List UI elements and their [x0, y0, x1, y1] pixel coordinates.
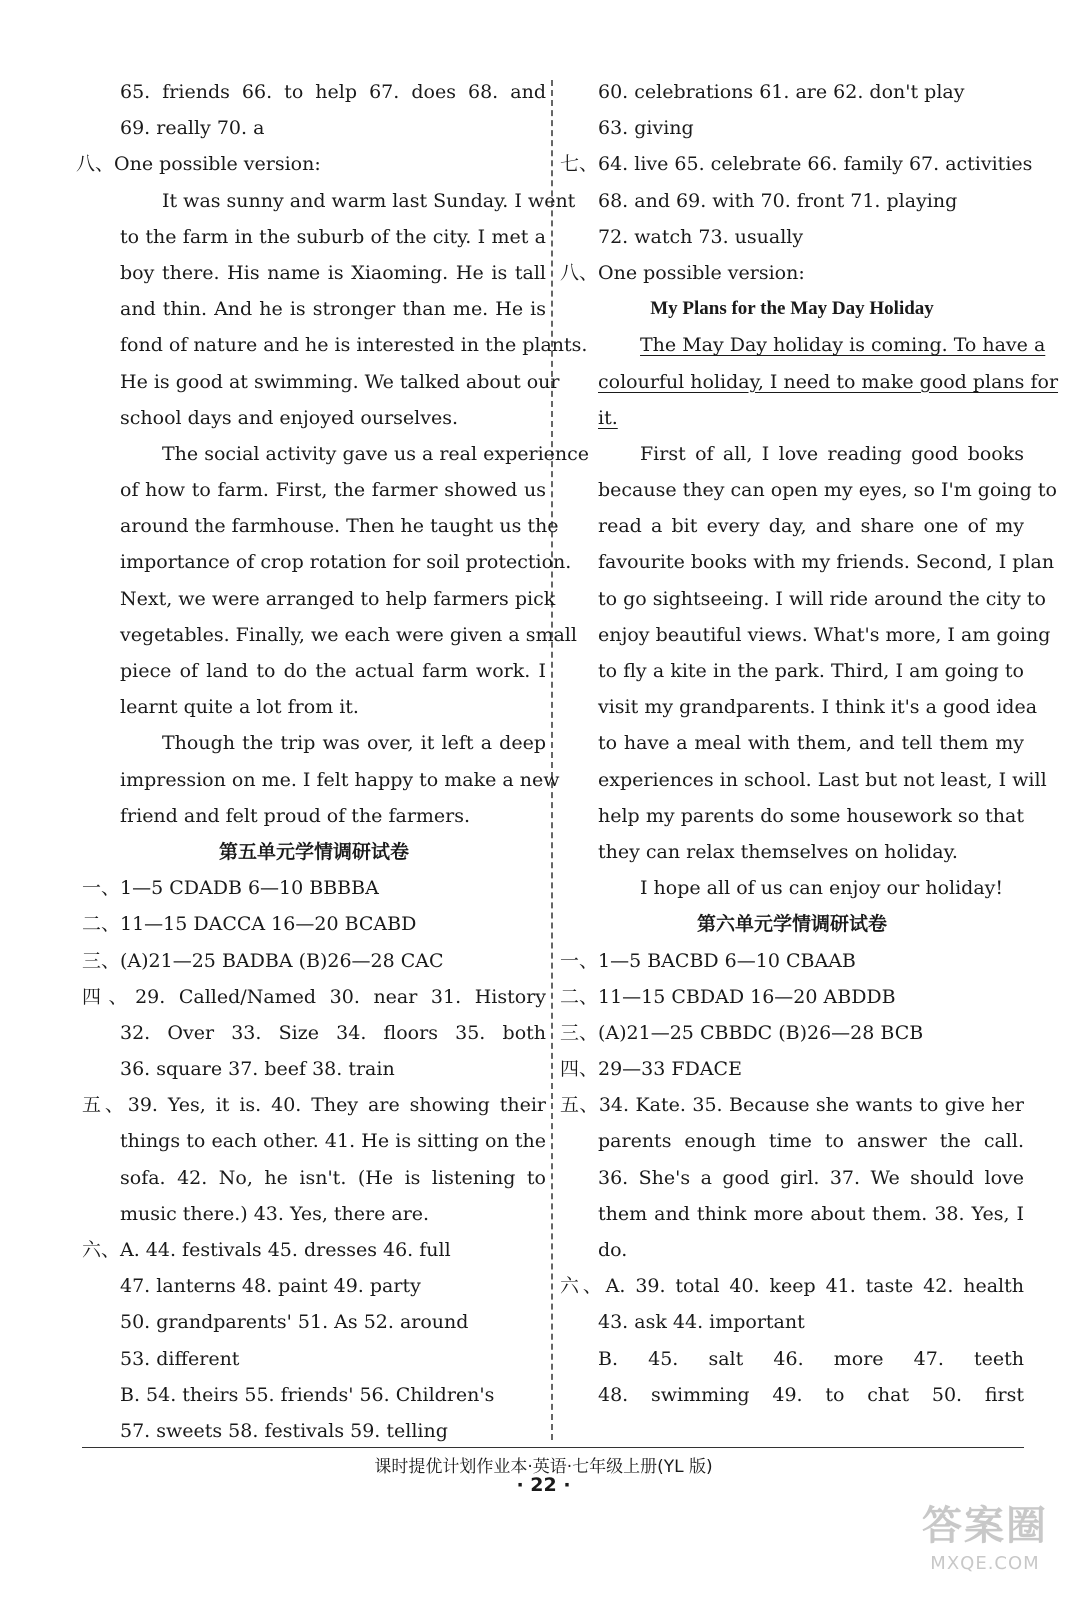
essay-line: because they can open my eyes, so I'm going to	[598, 479, 1057, 502]
answer-line: 63. giving	[598, 117, 694, 140]
essay-marker: 八、One possible version:	[560, 261, 805, 284]
essay-line: to go sightseeing. I will ride around the city to	[598, 587, 1046, 610]
answer-line: 32. Over 33. Size 34. floors 35. both	[120, 1021, 546, 1044]
answer-line: 五、39. Yes, it is. 40. They are showing their	[82, 1094, 546, 1117]
essay-line: experiences in school. Last but not least, I will	[598, 768, 1047, 791]
answer-line: B. 45. salt 46. more 47. teeth	[598, 1347, 1024, 1370]
essay-line: favourite books with my friends. Second, I plan	[598, 551, 1055, 574]
essay-line: fond of nature and he is interested in the plants.	[120, 334, 588, 357]
answer-line: 一、1—5 BACBD 6—10 CBAAB	[560, 949, 856, 972]
answer-line: 47. lanterns 48. paint 49. party	[120, 1275, 421, 1298]
answer-line: 三、(A)21—25 CBBDC (B)26—28 BCB	[560, 1021, 924, 1044]
answer-line: 三、(A)21—25 BADBA (B)26—28 CAC	[82, 949, 444, 972]
column-divider	[551, 80, 553, 1440]
right-column	[560, 74, 1059, 1413]
essay-line: they can relax themselves on holiday.	[598, 840, 958, 863]
answer-line: 48. swimming 49. to chat 50. first	[598, 1383, 1024, 1406]
essay-line: He is good at swimming. We talked about our	[120, 370, 560, 393]
underlined-text: The May Day holiday is coming. To have a	[640, 334, 1046, 357]
page-number: · 22 ·	[516, 1474, 571, 1496]
answer-line: 65. friends 66. to help 67. does 68. and	[120, 81, 546, 103]
watermark-logo	[900, 1500, 1070, 1590]
answer-line: 六、A. 39. total 40. keep 41. taste 42. health	[560, 1275, 1024, 1298]
book-title: 课时提优计划作业本·英语·七年级上册(YL 版)	[374, 1457, 713, 1477]
answer-line: 50. grandparents' 51. As 52. around	[120, 1311, 469, 1334]
essay-line: of how to farm. First, the farmer showed us	[120, 479, 546, 502]
unit5-title: 第五单元学情调研试卷	[218, 840, 409, 863]
answer-line: 43. ask 44. important	[598, 1311, 805, 1334]
essay-marker: 八、One possible version:	[76, 153, 321, 176]
answer-line: 68. and 69. with 70. front 71. playing	[598, 189, 958, 212]
essay-line: Next, we were arranged to help farmers pick	[120, 587, 556, 610]
essay-line: impression on me. I felt happy to make a new	[120, 768, 560, 791]
essay-line: to the farm in the suburb of the city. I met a	[120, 225, 546, 248]
answer-line: 一、1—5 CDADB 6—10 BBBBA	[82, 877, 379, 900]
essay-line: to have a meal with them, and tell them my	[598, 732, 1024, 755]
essay-line-underlined	[560, 364, 1059, 400]
essay-line: help my parents do some housework so that	[598, 804, 1024, 827]
underlined-text: it.	[598, 406, 618, 429]
essay-line: importance of crop rotation for soil protection.	[120, 551, 572, 574]
answer-line: 57. sweets 58. festivals 59. telling	[120, 1419, 448, 1442]
essay-line: read a bit every day, and share one of my	[598, 515, 1024, 538]
essay-line: boy there. His name is Xiaoming. He is tall	[120, 261, 546, 284]
answer-line: 六、A. 44. festivals 45. dresses 46. full	[82, 1239, 451, 1261]
answer-line: 二、11—15 DACCA 16—20 BCABD	[82, 913, 417, 936]
essay-line: Though the trip was over, it left a deep	[162, 732, 546, 755]
essay-line: piece of land to do the actual farm work. I	[120, 660, 546, 682]
answer-line: 五、34. Kate. 35. Because she wants to give her	[560, 1094, 1024, 1117]
essay-line: It was sunny and warm last Sunday. I went	[162, 189, 576, 212]
essay-line: enjoy beautiful views. What's more, I am going	[598, 623, 1051, 646]
answer-line: music there.) 43. Yes, there are.	[120, 1202, 430, 1225]
underlined-text: colourful holiday, I need to make good plans for	[598, 370, 1059, 393]
answer-line: 72. watch 73. usually	[598, 225, 804, 248]
essay-line: to fly a kite in the park. Third, I am going to	[598, 660, 1024, 682]
essay-line: vegetables. Finally, we each were given a small	[120, 623, 577, 646]
answer-line: them and think more about them. 38. Yes, I	[598, 1202, 1024, 1225]
answer-line: sofa. 42. No, he isn't. (He is listening to	[120, 1166, 546, 1189]
footer-rule	[82, 1447, 1024, 1448]
watermark-url: MXQE.COM	[930, 1553, 1040, 1574]
essay-line: First of all, I love reading good books	[640, 442, 1024, 465]
essay-line: I hope all of us can enjoy our holiday!	[640, 877, 1004, 900]
answer-line: things to each other. 41. He is sitting on the	[120, 1130, 546, 1153]
watermark-text: 答案圈	[922, 1503, 1048, 1549]
essay-line: visit my grandparents. I think it's a good idea	[598, 696, 1038, 719]
answer-line: 69. really 70. a	[120, 117, 265, 140]
essay-title: My Plans for the May Day Holiday	[650, 298, 934, 320]
answer-line: 36. She's a good girl. 37. We should love	[598, 1166, 1024, 1189]
essay-line-underlined	[560, 400, 1024, 436]
answer-line: 53. different	[120, 1347, 240, 1370]
answer-line: 60. celebrations 61. are 62. don't play	[598, 81, 965, 103]
answer-line: B. 54. theirs 55. friends' 56. Children's	[120, 1383, 495, 1406]
essay-line: and thin. And he is stronger than me. He is	[120, 298, 546, 321]
answer-line: 七、64. live 65. celebrate 66. family 67. activities	[560, 153, 1033, 176]
essay-line: learnt quite a lot from it.	[120, 696, 359, 719]
answer-line: 二、11—15 CBDAD 16—20 ABDDB	[560, 985, 896, 1008]
answer-line: do.	[598, 1239, 628, 1261]
answer-line: 36. square 37. beef 38. train	[120, 1058, 395, 1081]
answer-line: 四、29. Called/Named 30. near 31. History	[82, 985, 546, 1008]
left-column	[76, 74, 590, 1449]
essay-line: friend and felt proud of the farmers.	[120, 804, 471, 827]
essay-line: around the farmhouse. Then he taught us the	[120, 515, 559, 538]
answer-line: parents enough time to answer the call.	[598, 1130, 1024, 1153]
essay-line: The social activity gave us a real experience	[162, 442, 590, 465]
essay-line-underlined	[560, 327, 1046, 363]
essay-line: school days and enjoyed ourselves.	[120, 406, 458, 429]
unit6-title: 第六单元学情调研试卷	[696, 913, 887, 936]
answer-line: 四、29—33 FDACE	[560, 1058, 742, 1081]
